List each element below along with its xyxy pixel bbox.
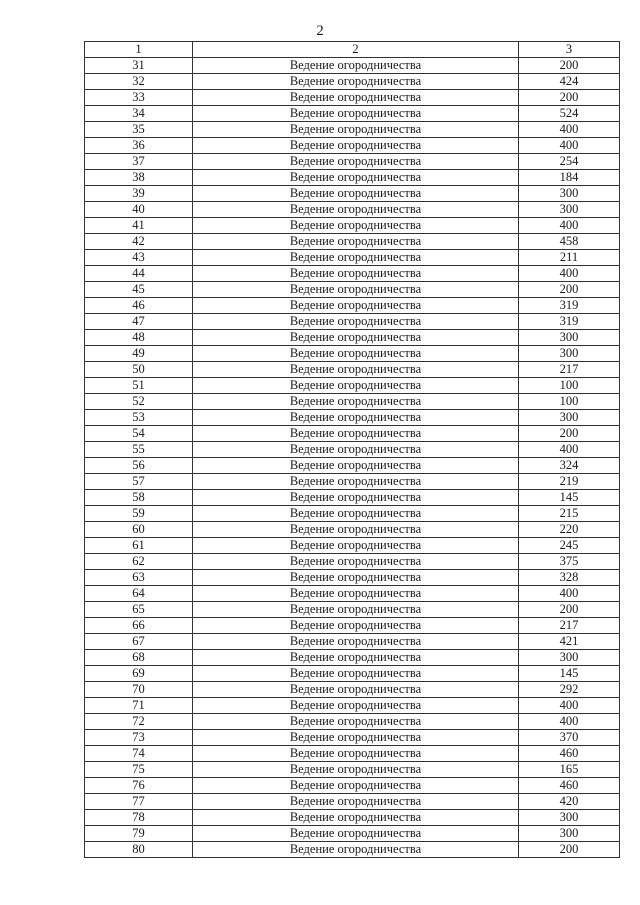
cell-description: Ведение огородничества bbox=[193, 682, 519, 698]
table-row bbox=[85, 794, 620, 810]
cell-number: 47 bbox=[85, 314, 193, 330]
page-number: 2 bbox=[316, 23, 324, 39]
cell-description: Ведение огородничества bbox=[193, 330, 519, 346]
cell-description: Ведение огородничества bbox=[193, 602, 519, 618]
cell-value: 300 bbox=[519, 826, 620, 842]
cell-value: 400 bbox=[519, 122, 620, 138]
cell-description: Ведение огородничества bbox=[193, 202, 519, 218]
cell-description: Ведение огородничества bbox=[193, 90, 519, 106]
cell-number: 49 bbox=[85, 346, 193, 362]
cell-number: 35 bbox=[85, 122, 193, 138]
cell-description: Ведение огородничества bbox=[193, 106, 519, 122]
cell-description: Ведение огородничества bbox=[193, 426, 519, 442]
table-body bbox=[85, 58, 620, 858]
table-row bbox=[85, 330, 620, 346]
cell-number: 41 bbox=[85, 218, 193, 234]
cell-value: 200 bbox=[519, 602, 620, 618]
cell-description: Ведение огородничества bbox=[193, 170, 519, 186]
table-row bbox=[85, 490, 620, 506]
cell-number: 51 bbox=[85, 378, 193, 394]
cell-description: Ведение огородничества bbox=[193, 762, 519, 778]
cell-description: Ведение огородничества bbox=[193, 826, 519, 842]
table-row bbox=[85, 154, 620, 170]
cell-number: 76 bbox=[85, 778, 193, 794]
cell-value: 400 bbox=[519, 138, 620, 154]
cell-value: 219 bbox=[519, 474, 620, 490]
table-row bbox=[85, 698, 620, 714]
table-row bbox=[85, 426, 620, 442]
cell-number: 67 bbox=[85, 634, 193, 650]
cell-value: 200 bbox=[519, 282, 620, 298]
cell-value: 319 bbox=[519, 314, 620, 330]
cell-number: 62 bbox=[85, 554, 193, 570]
cell-value: 420 bbox=[519, 794, 620, 810]
cell-value: 217 bbox=[519, 618, 620, 634]
cell-value: 400 bbox=[519, 586, 620, 602]
cell-description: Ведение огородничества bbox=[193, 794, 519, 810]
table-row bbox=[85, 506, 620, 522]
cell-value: 400 bbox=[519, 266, 620, 282]
cell-number: 32 bbox=[85, 74, 193, 90]
cell-description: Ведение огородничества bbox=[193, 218, 519, 234]
table-row bbox=[85, 298, 620, 314]
cell-number: 50 bbox=[85, 362, 193, 378]
cell-number: 77 bbox=[85, 794, 193, 810]
table-row bbox=[85, 266, 620, 282]
cell-description: Ведение огородничества bbox=[193, 314, 519, 330]
table-row bbox=[85, 314, 620, 330]
cell-value: 524 bbox=[519, 106, 620, 122]
table-row bbox=[85, 602, 620, 618]
table-row bbox=[85, 282, 620, 298]
table-row bbox=[85, 778, 620, 794]
cell-value: 458 bbox=[519, 234, 620, 250]
cell-number: 37 bbox=[85, 154, 193, 170]
cell-value: 211 bbox=[519, 250, 620, 266]
cell-value: 300 bbox=[519, 650, 620, 666]
table-row bbox=[85, 74, 620, 90]
cell-value: 200 bbox=[519, 58, 620, 74]
cell-value: 375 bbox=[519, 554, 620, 570]
cell-value: 300 bbox=[519, 346, 620, 362]
column-header-description: 2 bbox=[193, 42, 519, 58]
cell-description: Ведение огородничества bbox=[193, 378, 519, 394]
cell-description: Ведение огородничества bbox=[193, 266, 519, 282]
cell-number: 45 bbox=[85, 282, 193, 298]
cell-value: 328 bbox=[519, 570, 620, 586]
cell-value: 460 bbox=[519, 746, 620, 762]
cell-number: 79 bbox=[85, 826, 193, 842]
table-row bbox=[85, 394, 620, 410]
table-row bbox=[85, 586, 620, 602]
cell-description: Ведение огородничества bbox=[193, 570, 519, 586]
cell-description: Ведение огородничества bbox=[193, 586, 519, 602]
table-row bbox=[85, 554, 620, 570]
cell-number: 31 bbox=[85, 58, 193, 74]
cell-description: Ведение огородничества bbox=[193, 778, 519, 794]
cell-description: Ведение огородничества bbox=[193, 394, 519, 410]
cell-description: Ведение огородничества bbox=[193, 810, 519, 826]
cell-number: 71 bbox=[85, 698, 193, 714]
table-row bbox=[85, 250, 620, 266]
cell-number: 73 bbox=[85, 730, 193, 746]
cell-description: Ведение огородничества bbox=[193, 474, 519, 490]
cell-number: 63 bbox=[85, 570, 193, 586]
cell-number: 68 bbox=[85, 650, 193, 666]
table-row bbox=[85, 682, 620, 698]
cell-value: 215 bbox=[519, 506, 620, 522]
table-row bbox=[85, 218, 620, 234]
cell-description: Ведение огородничества bbox=[193, 506, 519, 522]
table-row bbox=[85, 714, 620, 730]
cell-value: 200 bbox=[519, 90, 620, 106]
table-row bbox=[85, 202, 620, 218]
table-row bbox=[85, 378, 620, 394]
cell-value: 319 bbox=[519, 298, 620, 314]
cell-number: 43 bbox=[85, 250, 193, 266]
cell-value: 100 bbox=[519, 394, 620, 410]
cell-number: 65 bbox=[85, 602, 193, 618]
cell-description: Ведение огородничества bbox=[193, 650, 519, 666]
cell-description: Ведение огородничества bbox=[193, 618, 519, 634]
table-row bbox=[85, 186, 620, 202]
cell-number: 69 bbox=[85, 666, 193, 682]
cell-value: 300 bbox=[519, 330, 620, 346]
cell-value: 400 bbox=[519, 442, 620, 458]
cell-number: 80 bbox=[85, 842, 193, 858]
cell-value: 100 bbox=[519, 378, 620, 394]
cell-description: Ведение огородничества bbox=[193, 442, 519, 458]
cell-value: 145 bbox=[519, 490, 620, 506]
table-row bbox=[85, 346, 620, 362]
cell-description: Ведение огородничества bbox=[193, 138, 519, 154]
table-row bbox=[85, 170, 620, 186]
cell-number: 46 bbox=[85, 298, 193, 314]
cell-description: Ведение огородничества bbox=[193, 58, 519, 74]
cell-value: 217 bbox=[519, 362, 620, 378]
cell-number: 40 bbox=[85, 202, 193, 218]
cell-number: 33 bbox=[85, 90, 193, 106]
cell-description: Ведение огородничества bbox=[193, 186, 519, 202]
table-row bbox=[85, 138, 620, 154]
cell-number: 42 bbox=[85, 234, 193, 250]
cell-value: 300 bbox=[519, 810, 620, 826]
cell-description: Ведение огородничества bbox=[193, 730, 519, 746]
table-row bbox=[85, 90, 620, 106]
cell-number: 52 bbox=[85, 394, 193, 410]
table-row bbox=[85, 474, 620, 490]
cell-value: 424 bbox=[519, 74, 620, 90]
table-row bbox=[85, 842, 620, 858]
cell-description: Ведение огородничества bbox=[193, 250, 519, 266]
cell-description: Ведение огородничества bbox=[193, 746, 519, 762]
cell-description: Ведение огородничества bbox=[193, 298, 519, 314]
cell-number: 64 bbox=[85, 586, 193, 602]
cell-value: 300 bbox=[519, 186, 620, 202]
cell-value: 300 bbox=[519, 202, 620, 218]
cell-number: 48 bbox=[85, 330, 193, 346]
table-row bbox=[85, 106, 620, 122]
table-header-row bbox=[85, 42, 620, 58]
cell-value: 292 bbox=[519, 682, 620, 698]
cell-number: 53 bbox=[85, 410, 193, 426]
cell-value: 200 bbox=[519, 426, 620, 442]
cell-value: 400 bbox=[519, 698, 620, 714]
cell-number: 34 bbox=[85, 106, 193, 122]
cell-number: 56 bbox=[85, 458, 193, 474]
table-row bbox=[85, 410, 620, 426]
cell-value: 400 bbox=[519, 714, 620, 730]
column-header-number: 1 bbox=[85, 42, 193, 58]
cell-value: 460 bbox=[519, 778, 620, 794]
cell-description: Ведение огородничества bbox=[193, 458, 519, 474]
cell-description: Ведение огородничества bbox=[193, 698, 519, 714]
table-row bbox=[85, 746, 620, 762]
cell-number: 54 bbox=[85, 426, 193, 442]
cell-description: Ведение огородничества bbox=[193, 714, 519, 730]
cell-value: 165 bbox=[519, 762, 620, 778]
cell-number: 39 bbox=[85, 186, 193, 202]
cell-description: Ведение огородничества bbox=[193, 410, 519, 426]
cell-number: 59 bbox=[85, 506, 193, 522]
cell-description: Ведение огородничества bbox=[193, 522, 519, 538]
cell-description: Ведение огородничества bbox=[193, 234, 519, 250]
cell-number: 57 bbox=[85, 474, 193, 490]
table-row bbox=[85, 522, 620, 538]
cell-description: Ведение огородничества bbox=[193, 666, 519, 682]
table-row bbox=[85, 234, 620, 250]
cell-description: Ведение огородничества bbox=[193, 634, 519, 650]
cell-description: Ведение огородничества bbox=[193, 154, 519, 170]
table-row bbox=[85, 634, 620, 650]
table-row bbox=[85, 122, 620, 138]
cell-number: 58 bbox=[85, 490, 193, 506]
data-table bbox=[84, 41, 620, 858]
cell-number: 38 bbox=[85, 170, 193, 186]
cell-value: 254 bbox=[519, 154, 620, 170]
cell-number: 72 bbox=[85, 714, 193, 730]
column-header-value: 3 bbox=[519, 42, 620, 58]
cell-description: Ведение огородничества bbox=[193, 282, 519, 298]
cell-number: 61 bbox=[85, 538, 193, 554]
table-row bbox=[85, 362, 620, 378]
cell-number: 55 bbox=[85, 442, 193, 458]
cell-description: Ведение огородничества bbox=[193, 346, 519, 362]
table-row bbox=[85, 458, 620, 474]
cell-description: Ведение огородничества bbox=[193, 554, 519, 570]
cell-number: 36 bbox=[85, 138, 193, 154]
cell-value: 220 bbox=[519, 522, 620, 538]
cell-description: Ведение огородничества bbox=[193, 362, 519, 378]
cell-number: 75 bbox=[85, 762, 193, 778]
cell-value: 421 bbox=[519, 634, 620, 650]
table-row bbox=[85, 442, 620, 458]
table-row bbox=[85, 730, 620, 746]
table-row bbox=[85, 762, 620, 778]
cell-description: Ведение огородничества bbox=[193, 538, 519, 554]
cell-description: Ведение огородничества bbox=[193, 122, 519, 138]
table-row bbox=[85, 826, 620, 842]
cell-number: 60 bbox=[85, 522, 193, 538]
cell-value: 184 bbox=[519, 170, 620, 186]
cell-description: Ведение огородничества bbox=[193, 842, 519, 858]
table-row bbox=[85, 538, 620, 554]
cell-value: 200 bbox=[519, 842, 620, 858]
cell-number: 44 bbox=[85, 266, 193, 282]
cell-value: 370 bbox=[519, 730, 620, 746]
table-row bbox=[85, 810, 620, 826]
cell-number: 70 bbox=[85, 682, 193, 698]
cell-value: 145 bbox=[519, 666, 620, 682]
cell-value: 245 bbox=[519, 538, 620, 554]
table-row bbox=[85, 666, 620, 682]
table-row bbox=[85, 570, 620, 586]
cell-number: 78 bbox=[85, 810, 193, 826]
cell-description: Ведение огородничества bbox=[193, 490, 519, 506]
cell-value: 300 bbox=[519, 410, 620, 426]
table-row bbox=[85, 618, 620, 634]
cell-value: 324 bbox=[519, 458, 620, 474]
table-row bbox=[85, 650, 620, 666]
cell-value: 400 bbox=[519, 218, 620, 234]
cell-number: 74 bbox=[85, 746, 193, 762]
table-row bbox=[85, 58, 620, 74]
cell-description: Ведение огородничества bbox=[193, 74, 519, 90]
cell-number: 66 bbox=[85, 618, 193, 634]
